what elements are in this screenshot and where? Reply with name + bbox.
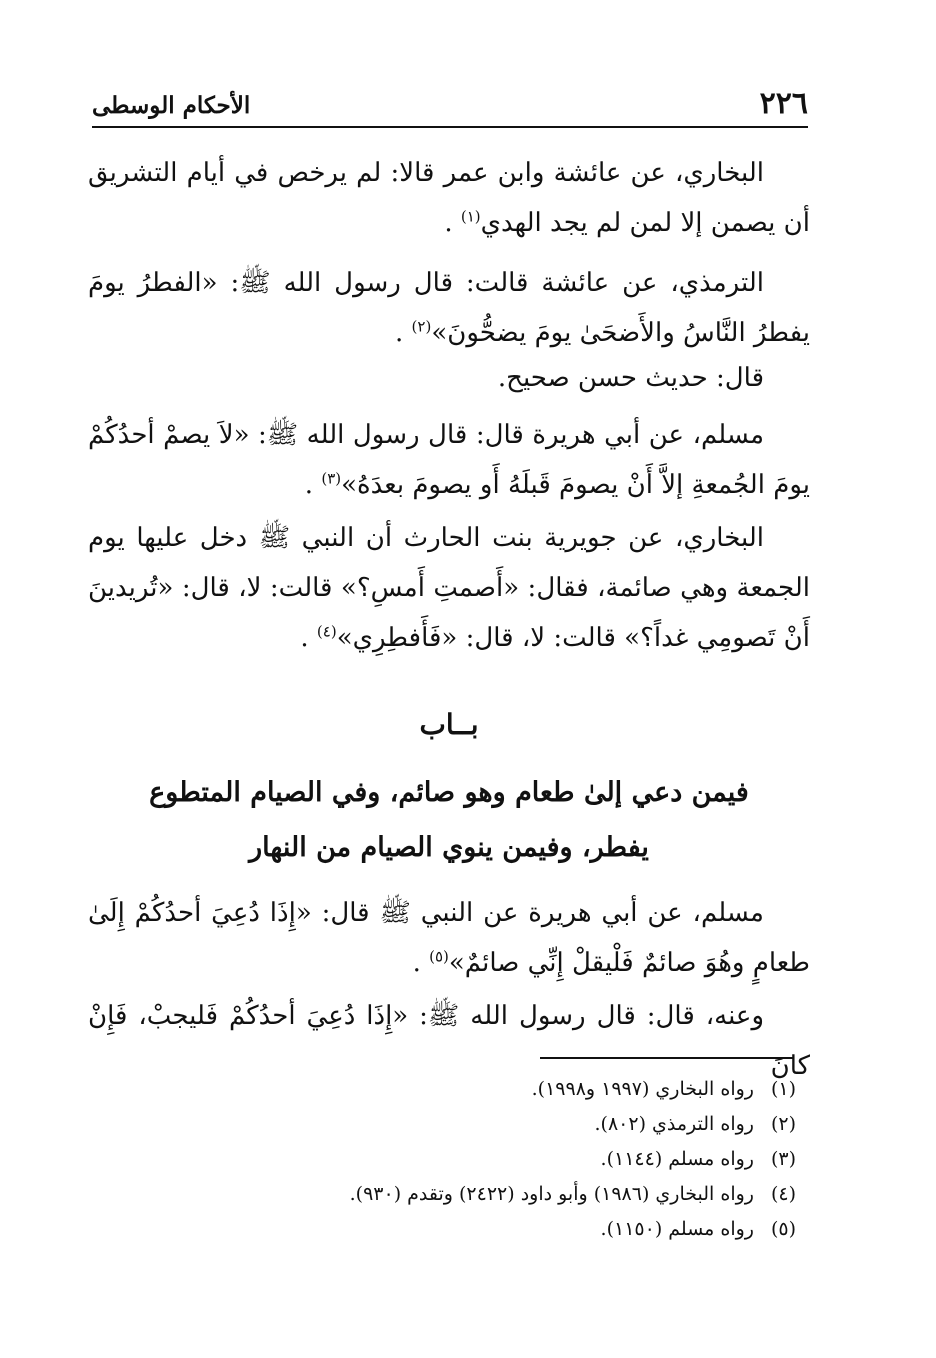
footnote-ref: (٥) <box>429 947 449 966</box>
footnote-ref: (١) <box>460 207 481 226</box>
footnote-ref: (٤) <box>316 622 337 641</box>
footnote-text: رواه البخاري (١٩٨٦) وأبو داود (٢٤٢٢) وتقدم (٩٣٠). <box>349 1183 754 1205</box>
footnote <box>88 1177 796 1212</box>
footnotes <box>88 1072 796 1247</box>
footnote-number: (٢) <box>770 1113 796 1135</box>
chapter-title <box>88 765 810 875</box>
footnote-text: رواه مسلم (١١٤٤). <box>600 1148 754 1170</box>
main-text <box>88 148 810 668</box>
footnote <box>88 1072 796 1107</box>
paragraph: مسلم، عن أبي هريرة قال: قال رسول الله ﷺ: «لاَ يصمْ أحدُكُمْ يومَ الجُمعةِ إلاَّ أَنْ يصومَ قَبلَهُ أَو يصومَ بعدَهُ»$^{(٣)}$ . <box>88 420 810 500</box>
footnote <box>88 1212 796 1247</box>
footnote-separator <box>540 1057 794 1059</box>
page-number: ٢٢٦ <box>759 86 808 121</box>
footnote-number: (٥) <box>770 1218 796 1240</box>
footnote-number: (١) <box>770 1078 796 1100</box>
chapter-title-line: يفطر، وفيمن ينوي الصيام من النهار <box>249 832 649 863</box>
paragraph: البخاري، عن جويرية بنت الحارث أن النبي ﷺ دخل عليها يوم الجمعة وهي صائمة، فقال: «أَصمتِ أَمسِ؟» قالت: لا، قال: «تُريدينَ أَنْ تَصومِي غداً؟» قالت: لا، قال: «فَأَفطِرِي»$^{(٤)}$ . <box>88 523 810 653</box>
footnote-number: (٣) <box>770 1148 796 1170</box>
footnote-text: رواه البخاري (١٩٩٧ و١٩٩٨). <box>531 1078 754 1100</box>
main-text <box>88 888 810 1081</box>
running-title: الأحكام الوسطى <box>92 92 251 119</box>
footnote-text: رواه الترمذي (٨٠٢). <box>594 1113 754 1135</box>
footnote-text: رواه مسلم (١١٥٠). <box>600 1218 754 1240</box>
footnote <box>88 1107 796 1142</box>
footnote-number: (٤) <box>770 1183 796 1205</box>
chapter-heading: بــاب <box>419 708 479 741</box>
page-header <box>92 78 808 128</box>
chapter-title-line: فيمن دعي إلىٰ طعام وهو صائم، وفي الصيام المتطوع <box>149 777 749 808</box>
footnote <box>88 1142 796 1177</box>
paragraph: وعنه، قال: قال رسول الله ﷺ: «إِذَا دُعِيَ أحدُكُمْ فَليجبْ، فَإِنْ كانَ <box>88 1001 810 1081</box>
paragraph: مسلم، عن أبي هريرة عن النبي ﷺ قال: «إِذَا دُعِيَ أحدُكُمْ إِلَىٰ طعامٍ وهُوَ صائمٌ فَلْيقلْ إِنِّي صائمٌ»$^{(٥)}$ . <box>88 898 810 978</box>
paragraph: البخاري، عن عائشة وابن عمر قالا: لم يرخص في أيام التشريق أن يصمن إلا لمن لم يجد الهدي$^{(١)}$ . <box>88 158 810 238</box>
paragraph: الترمذي، عن عائشة قالت: قال رسول الله ﷺ: «الفطرُ يومَ يفطرُ النَّاسُ والأَضحَىٰ يومَ يضحُّونَ»$^{(٢)}$ . <box>88 268 810 348</box>
footnote-ref: (٢) <box>411 317 432 336</box>
paragraph: قال: حديث حسن صحيح. <box>497 363 764 393</box>
footnote-ref: (٣) <box>321 469 342 488</box>
